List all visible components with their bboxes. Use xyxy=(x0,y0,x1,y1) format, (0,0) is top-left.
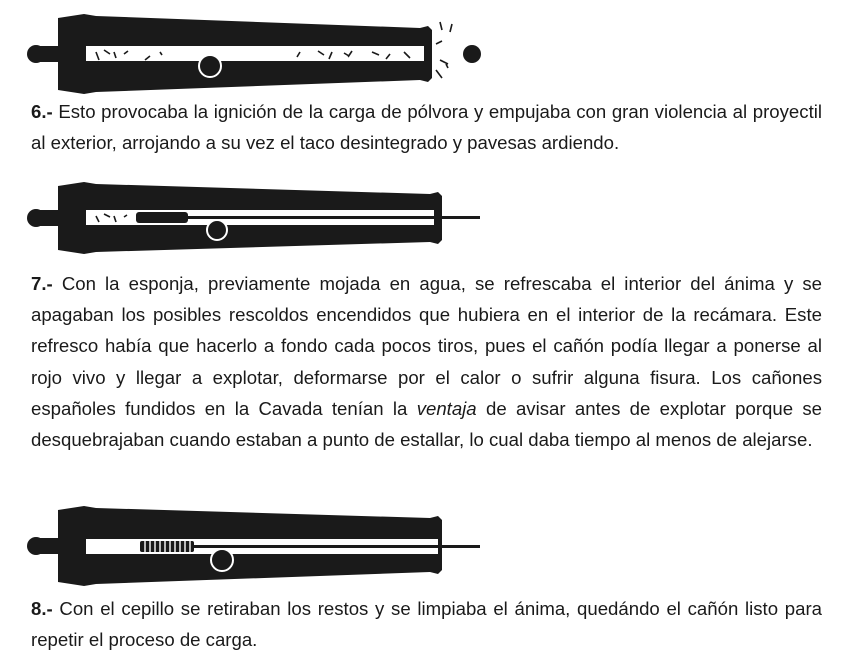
sponge-head xyxy=(136,212,188,223)
step-7-number: 7.- xyxy=(31,273,53,294)
cannon-brush-illustration xyxy=(0,500,852,590)
step-6-text: Esto provocaba la ignición de la carga de pólvora y empujaba con gran violencia al proyectil al exterior, arrojando a su vez el taco desintegrado y pavesas ardiendo. xyxy=(31,101,822,154)
step-8-paragraph xyxy=(31,593,822,655)
step-7-text-before: Con la esponja, previamente mojada en agua, se refrescaba el interior del ánima y se apagaban los posibles rescoldos encendidos que hubiera en el interior de la recámara. Este refresco había que hacerlo a fondo cada pocos tiros, pues el cañón podía llegar a ponerse al rojo vivo y llegar a explotar, deformarse por el calor o sufrir alguna fisura. Los cañones españoles fundidos en la Cavada tenían la xyxy=(31,273,822,419)
step-6-number: 6.- xyxy=(31,101,53,122)
step-8-number: 8.- xyxy=(31,598,53,619)
cannon-firing-illustration xyxy=(0,8,852,98)
brush-rod xyxy=(194,545,480,548)
brush-head xyxy=(140,541,194,552)
trunnion xyxy=(207,220,227,240)
step-8-text: Con el cepillo se retiraban los restos y se limpiaba el ánima, quedándo el cañón listo para repetir el proceso de carga. xyxy=(31,598,822,651)
projectile xyxy=(463,45,481,63)
trunnion xyxy=(199,55,221,77)
step-7-paragraph xyxy=(31,268,822,455)
cannon-bore xyxy=(86,46,424,61)
step-7-text-italic: ventaja xyxy=(416,397,477,419)
step-6-paragraph xyxy=(31,96,822,158)
sponge-rod xyxy=(188,216,480,219)
step-7-text-after: de avisar antes de explotar porque se desquebrajaban cuando estaban a punto de estallar, lo cual daba tiempo al menos de alejarse. xyxy=(31,397,822,451)
cannon-sponge-illustration xyxy=(0,180,852,260)
trunnion xyxy=(211,549,233,571)
